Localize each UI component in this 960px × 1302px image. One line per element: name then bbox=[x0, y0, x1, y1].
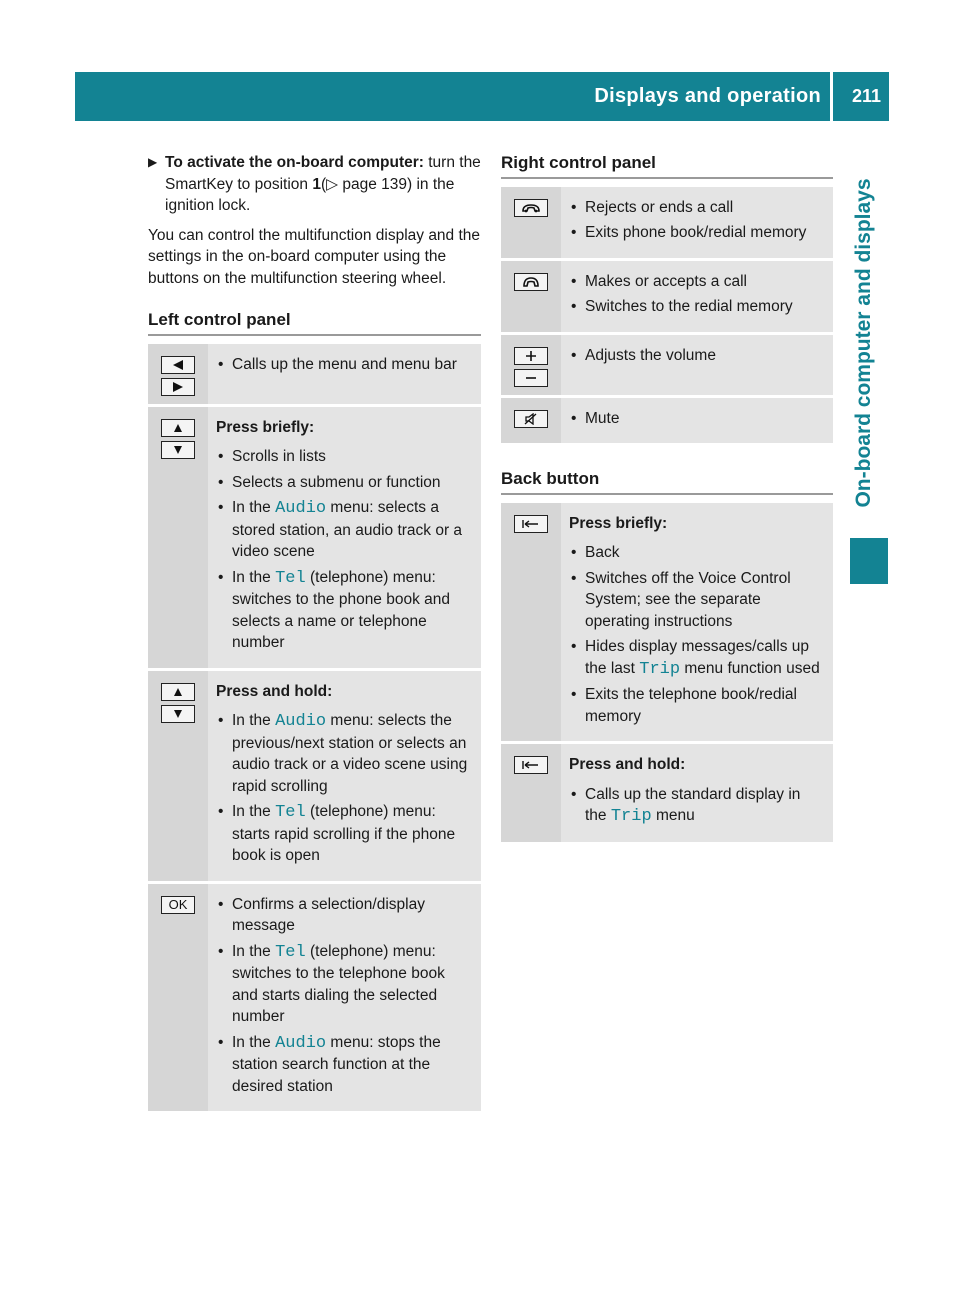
list-item bbox=[569, 636, 825, 680]
call-key-icon bbox=[514, 273, 548, 291]
menu-name-audio: Audio bbox=[275, 1033, 327, 1053]
step-text-1: turn the SmartKey to position bbox=[165, 154, 481, 193]
table-row bbox=[148, 407, 481, 671]
ok-key-icon: OK bbox=[161, 896, 195, 914]
text: menu bbox=[651, 807, 695, 824]
text: menu function used bbox=[680, 659, 820, 677]
list-item bbox=[216, 497, 473, 563]
up-arrow-key-icon bbox=[161, 683, 195, 701]
list-item bbox=[216, 801, 473, 867]
press-briefly-heading: Press briefly: bbox=[569, 514, 668, 532]
desc-cell bbox=[561, 261, 833, 332]
list-item bbox=[569, 784, 825, 828]
text: In the bbox=[232, 499, 276, 516]
desc-cell bbox=[208, 407, 481, 668]
list-item: • Mute bbox=[569, 408, 825, 430]
menu-name-tel: Tel bbox=[275, 803, 306, 822]
left-panel-heading: Left control panel bbox=[148, 309, 481, 336]
text: menu: selects a stored station, an audio track or a video scene bbox=[232, 499, 463, 560]
table-row bbox=[501, 398, 833, 447]
spacer bbox=[501, 446, 833, 468]
list-item: • Selects a submenu or function bbox=[216, 472, 473, 494]
list-item bbox=[216, 941, 473, 1028]
list-item bbox=[216, 567, 473, 654]
down-arrow-key-icon bbox=[161, 441, 195, 459]
step-text-2: (▷ page 139) in the ignition lock. bbox=[165, 175, 455, 214]
right-panel-heading: Right control panel bbox=[501, 152, 833, 179]
desc-cell bbox=[561, 398, 833, 444]
desc-cell bbox=[208, 344, 481, 404]
mute-key-icon bbox=[514, 410, 548, 428]
text: menu: stops the station search function at the desired station bbox=[232, 1033, 441, 1095]
list-item: • Calls up the menu and menu bar bbox=[216, 354, 473, 376]
desc-cell bbox=[561, 503, 833, 742]
step-label: To activate the on-board computer: bbox=[165, 154, 424, 171]
desc-cell bbox=[208, 884, 481, 1112]
press-hold-heading: Press and hold: bbox=[569, 756, 686, 773]
left-column bbox=[148, 152, 481, 1114]
side-tab bbox=[840, 158, 888, 528]
list-item: • Exits phone book/redial memory bbox=[569, 222, 825, 244]
side-tab-marker bbox=[850, 538, 888, 584]
activation-step bbox=[148, 152, 481, 217]
text: In the bbox=[232, 1033, 276, 1051]
key-cell bbox=[501, 744, 561, 842]
press-briefly-heading: Press briefly: bbox=[216, 418, 315, 436]
down-arrow-key-icon bbox=[161, 705, 195, 723]
key-cell bbox=[148, 344, 208, 404]
right-arrow-key-icon bbox=[161, 378, 195, 396]
back-key-icon bbox=[514, 756, 548, 774]
text: Calls up the standard display in the bbox=[585, 785, 801, 824]
key-cell bbox=[148, 407, 208, 668]
menu-name-audio: Audio bbox=[275, 499, 327, 518]
menu-name-trip: Trip bbox=[639, 659, 681, 679]
key-cell bbox=[501, 187, 561, 258]
table-row bbox=[501, 335, 833, 398]
list-item: • Exits the telephone book/redial memory bbox=[569, 684, 825, 727]
table-row bbox=[501, 744, 833, 845]
desc-cell bbox=[561, 187, 833, 258]
header-divider bbox=[830, 72, 833, 121]
menu-name-audio: Audio bbox=[275, 712, 327, 731]
desc-cell bbox=[208, 671, 481, 881]
key-cell bbox=[501, 398, 561, 444]
menu-name-trip: Trip bbox=[610, 807, 652, 826]
list-item: • Makes or accepts a call bbox=[569, 271, 825, 293]
hang-up-key-icon bbox=[514, 199, 548, 217]
back-button-table bbox=[501, 503, 833, 845]
up-arrow-key-icon bbox=[161, 419, 195, 437]
list-item: • Confirms a selection/display message bbox=[216, 894, 473, 937]
list-item bbox=[216, 710, 473, 797]
table-row bbox=[148, 671, 481, 884]
text: (telephone) menu: starts rapid scrolling if the phone book is open bbox=[232, 803, 456, 864]
back-button-heading: Back button bbox=[501, 468, 833, 495]
list-item: • Adjusts the volume bbox=[569, 345, 825, 367]
intro-paragraph: You can control the multifunction display and the settings in the on-board computer using the buttons on the multifunction steering wheel. bbox=[148, 226, 481, 287]
left-panel-table bbox=[148, 344, 481, 1115]
desc-cell bbox=[561, 744, 833, 842]
list-item bbox=[216, 1032, 473, 1098]
right-column bbox=[501, 152, 833, 845]
key-cell bbox=[148, 671, 208, 881]
text: In the bbox=[232, 803, 276, 820]
volume-up-key-icon bbox=[514, 347, 548, 365]
text: In the bbox=[232, 712, 276, 729]
back-key-icon bbox=[514, 515, 548, 533]
list-item: • Switches to the redial memory bbox=[569, 296, 825, 318]
list-item: • Switches off the Voice Control System; see the separate operating instructions bbox=[569, 568, 825, 633]
table-row bbox=[501, 503, 833, 745]
step-arrow-icon: ▶ bbox=[148, 155, 158, 169]
text: (telephone) menu: switches to the phone book and selects a name or telephone number bbox=[232, 568, 451, 651]
chapter-title: Displays and operation bbox=[594, 85, 821, 107]
text: (telephone) menu: switches to the telephone book and starts dialing the selected number bbox=[232, 942, 445, 1025]
text: In the bbox=[232, 568, 276, 586]
volume-down-key-icon bbox=[514, 369, 548, 387]
table-row bbox=[148, 884, 481, 1115]
page-number: 211 bbox=[851, 86, 881, 106]
key-cell bbox=[501, 503, 561, 742]
menu-name-tel: Tel bbox=[275, 568, 306, 588]
key-cell bbox=[501, 335, 561, 395]
text: menu: selects the previous/next station or selects an audio track or a video scene using rapid scrolling bbox=[232, 712, 468, 795]
side-tab-label: On-board computer and displays bbox=[852, 178, 875, 508]
list-item: • Rejects or ends a call bbox=[569, 197, 825, 219]
text: Hides display messages/calls up the last bbox=[585, 638, 809, 677]
menu-name-tel: Tel bbox=[275, 942, 306, 962]
list-item: • Scrolls in lists bbox=[216, 446, 473, 468]
key-cell bbox=[501, 261, 561, 332]
table-row bbox=[501, 261, 833, 335]
right-panel-table bbox=[501, 187, 833, 447]
table-row bbox=[501, 187, 833, 261]
text: In the bbox=[232, 942, 276, 960]
step-position: 1 bbox=[312, 175, 321, 193]
list-item: • Back bbox=[569, 542, 825, 564]
key-cell bbox=[148, 884, 208, 1112]
press-hold-heading: Press and hold: bbox=[216, 682, 333, 700]
page-header bbox=[75, 72, 889, 121]
desc-cell bbox=[561, 335, 833, 395]
left-arrow-key-icon bbox=[161, 356, 195, 374]
table-row bbox=[148, 344, 481, 407]
